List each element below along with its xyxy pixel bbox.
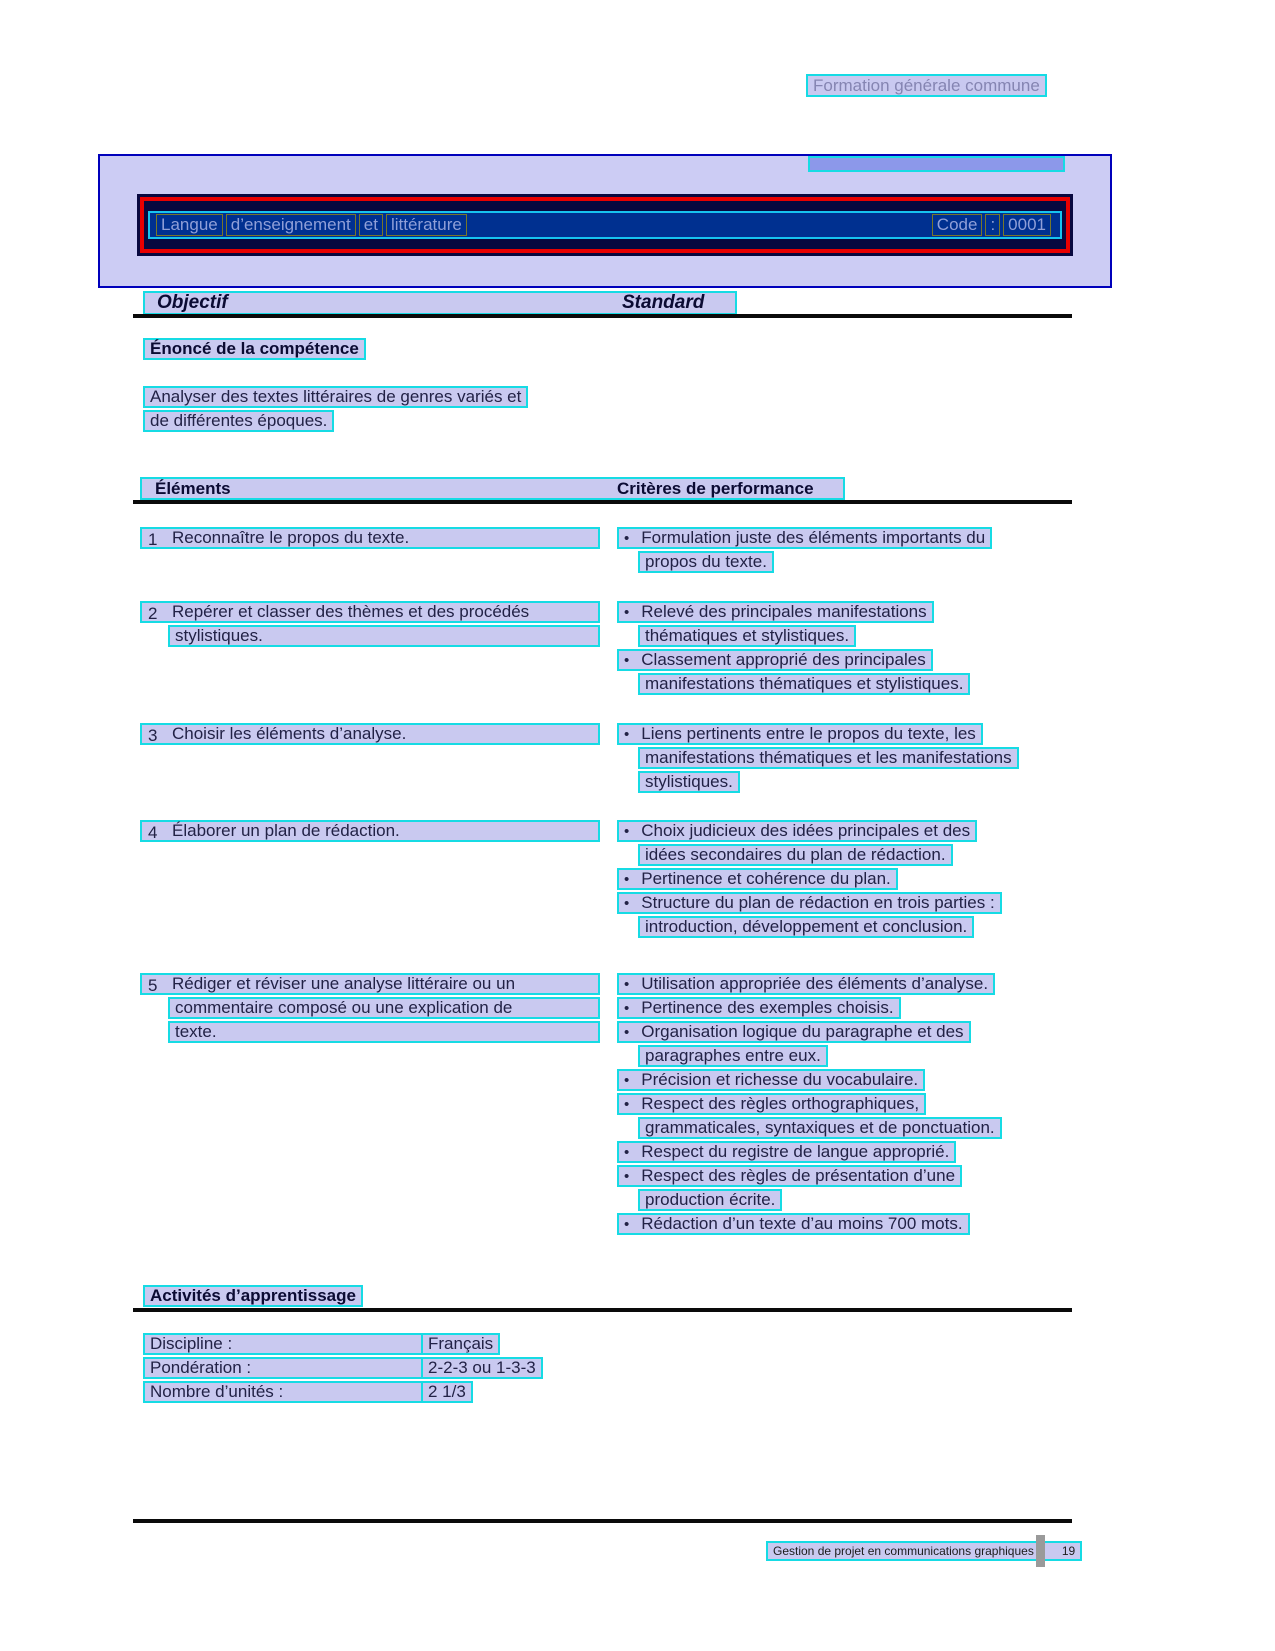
- criterion-text: Rédaction d’un texte d’au moins 700 mots.: [641, 1214, 963, 1233]
- criterion-band: [617, 997, 901, 1019]
- horizontal-rule-3: [133, 1308, 1072, 1312]
- detail-row: [143, 1381, 466, 1405]
- element-line: [133, 723, 617, 747]
- detail-value: Français: [421, 1333, 500, 1355]
- detail-value: 2 1/3: [421, 1381, 473, 1403]
- criterion-line: [617, 601, 1072, 625]
- footer-rule: [133, 1519, 1072, 1523]
- criterion-line: [617, 1189, 1072, 1213]
- element-text: Élaborer un plan de rédaction.: [172, 821, 400, 840]
- element-band: [140, 527, 600, 549]
- element-text: Choisir les éléments d’analyse.: [172, 724, 407, 743]
- enonce-line-text: de différentes époques.: [143, 410, 334, 432]
- criterion-text: Formulation juste des éléments importants du: [641, 528, 986, 547]
- criterion-line: [617, 1093, 1072, 1117]
- course-banner-frame: [140, 197, 1070, 253]
- course-header-box: [98, 154, 1112, 288]
- criterion-band: [617, 1069, 925, 1091]
- enonce-paragraph: [143, 386, 528, 434]
- criterion-line: [617, 551, 1072, 575]
- criterion-text: idées secondaires du plan de rédaction.: [638, 844, 953, 866]
- course-code-word: :: [985, 214, 1000, 236]
- horizontal-rule-2: [133, 500, 1072, 504]
- criterion-band: [617, 601, 934, 623]
- element-cell: [133, 973, 617, 1237]
- element-cell: [133, 527, 617, 575]
- criterion-band: [617, 1141, 956, 1163]
- criterion-band: [617, 1093, 926, 1115]
- element-cell: [133, 820, 617, 940]
- element-number: 1: [148, 530, 158, 549]
- bullet-icon: •: [624, 1167, 630, 1185]
- criterion-band: [617, 820, 977, 842]
- element-line: [133, 820, 617, 844]
- bullet-icon: •: [624, 894, 630, 912]
- running-head: [806, 74, 1047, 97]
- criterion-line: [617, 844, 1072, 868]
- table-row: [133, 820, 1072, 940]
- criterion-band: [617, 527, 992, 549]
- course-code-word: Code: [932, 214, 983, 236]
- element-band: [140, 973, 600, 995]
- bullet-icon: •: [624, 870, 630, 888]
- criterion-line: [617, 820, 1072, 844]
- criterion-text: propos du texte.: [638, 551, 774, 573]
- table-row: [133, 601, 1072, 697]
- activites-heading: Activités d’apprentissage: [143, 1285, 363, 1307]
- bullet-icon: •: [624, 1095, 630, 1113]
- course-title: [156, 214, 470, 236]
- criterion-text: Organisation logique du paragraphe et des: [641, 1022, 964, 1041]
- criterion-line: [617, 868, 1072, 892]
- running-head-label: Formation générale commune: [806, 74, 1047, 97]
- criterion-text: Structure du plan de rédaction en trois parties :: [641, 893, 995, 912]
- criterion-line: [617, 625, 1072, 649]
- header-box-corner-highlight: [808, 156, 1065, 172]
- detail-row: [143, 1357, 536, 1381]
- element-text: commentaire composé ou une explication de: [168, 997, 600, 1019]
- element-line: [133, 997, 617, 1021]
- bullet-icon: •: [624, 725, 630, 743]
- criterion-text: Respect du registre de langue approprié.: [641, 1142, 950, 1161]
- criterion-text: grammaticales, syntaxiques et de ponctuation.: [638, 1117, 1002, 1139]
- bullet-icon: •: [624, 1071, 630, 1089]
- criterion-band: [617, 1213, 970, 1235]
- course-title-word: littérature: [386, 214, 467, 236]
- activites-heading-wrap: [143, 1285, 363, 1307]
- criterion-text: Précision et richesse du vocabulaire.: [641, 1070, 919, 1089]
- element-cell: [133, 723, 617, 795]
- element-text: stylistiques.: [168, 625, 600, 647]
- criterion-text: Respect des règles de présentation d’une: [641, 1166, 956, 1185]
- criterion-text: paragraphes entre eux.: [638, 1045, 828, 1067]
- criterion-line: [617, 1117, 1072, 1141]
- element-number: 4: [148, 823, 158, 842]
- element-text: Repérer et classer des thèmes et des procédés: [172, 602, 530, 621]
- element-number: 2: [148, 604, 158, 623]
- course-banner-strip: [148, 211, 1062, 239]
- criteria-cell: [617, 723, 1072, 795]
- criterion-band: [617, 892, 1002, 914]
- elements-header: Éléments: [155, 478, 231, 498]
- detail-label: Discipline :: [143, 1333, 424, 1355]
- bullet-icon: •: [624, 822, 630, 840]
- criteria-cell: [617, 973, 1072, 1237]
- element-line: [133, 601, 617, 625]
- table-row: [133, 723, 1072, 795]
- objectif-heading: Objectif: [157, 292, 228, 313]
- element-text: texte.: [168, 1021, 600, 1043]
- criterion-line: [617, 649, 1072, 673]
- criterion-text: manifestations thématiques et stylistiques.: [638, 673, 970, 695]
- criterion-line: [617, 1213, 1072, 1237]
- criterion-text: thématiques et stylistiques.: [638, 625, 856, 647]
- element-band: [140, 723, 600, 745]
- criterion-line: [617, 1141, 1072, 1165]
- horizontal-rule-1: [133, 314, 1072, 318]
- criterion-line: [617, 1021, 1072, 1045]
- criterion-text: Pertinence et cohérence du plan.: [641, 869, 891, 888]
- criterion-line: [617, 527, 1072, 551]
- bullet-icon: •: [624, 1023, 630, 1041]
- criterion-band: [617, 868, 898, 890]
- element-line: [133, 973, 617, 997]
- bullet-icon: •: [624, 529, 630, 547]
- bullet-icon: •: [624, 1143, 630, 1161]
- enonce-heading: Énoncé de la compétence: [143, 338, 366, 360]
- table-row: [133, 527, 1072, 575]
- course-banner: [137, 194, 1073, 256]
- element-cell: [133, 601, 617, 697]
- bullet-icon: •: [624, 603, 630, 621]
- criterion-band: [617, 1021, 971, 1043]
- criterion-line: [617, 673, 1072, 697]
- criterion-line: [617, 997, 1072, 1021]
- elements-table: [133, 527, 1072, 1263]
- criterion-line: [617, 723, 1072, 747]
- table-header-band: [140, 477, 845, 500]
- footer: [766, 1541, 1082, 1561]
- criterion-line: [617, 892, 1072, 916]
- objectif-standard-band: [143, 291, 737, 315]
- element-band: [140, 820, 600, 842]
- criterion-text: Choix judicieux des idées principales et des: [641, 821, 971, 840]
- bullet-icon: •: [624, 975, 630, 993]
- criteres-header: Critères de performance: [617, 478, 814, 498]
- criterion-line: [617, 1045, 1072, 1069]
- criterion-text: introduction, développement et conclusion.: [638, 916, 974, 938]
- criterion-band: [617, 649, 933, 671]
- criterion-text: Liens pertinents entre le propos du texte, les: [641, 724, 976, 743]
- criterion-band: [617, 973, 995, 995]
- criterion-line: [617, 771, 1072, 795]
- course-title-word: et: [359, 214, 383, 236]
- criterion-band: [617, 723, 983, 745]
- detail-label: Pondération :: [143, 1357, 424, 1379]
- element-number: 5: [148, 976, 158, 995]
- footer-page-number: 19: [1061, 1544, 1076, 1558]
- criteria-cell: [617, 820, 1072, 940]
- criteria-cell: [617, 527, 1072, 575]
- criterion-text: manifestations thématiques et les manifestations: [638, 747, 1019, 769]
- criterion-text: Classement approprié des principales: [641, 650, 926, 669]
- course-title-word: d’enseignement: [226, 214, 356, 236]
- detail-label: Nombre d’unités :: [143, 1381, 424, 1403]
- bullet-icon: •: [624, 1215, 630, 1233]
- element-line: [133, 1021, 617, 1045]
- activites-details: [143, 1333, 536, 1405]
- element-text: Rédiger et réviser une analyse littéraire ou un: [172, 974, 516, 993]
- enonce-line: [143, 410, 528, 434]
- table-row: [133, 973, 1072, 1237]
- criterion-line: [617, 747, 1072, 771]
- criterion-text: stylistiques.: [638, 771, 740, 793]
- enonce-heading-wrap: [143, 338, 366, 360]
- element-number: 3: [148, 726, 158, 745]
- criterion-text: Utilisation appropriée des éléments d’analyse.: [641, 974, 989, 993]
- bullet-icon: •: [624, 999, 630, 1017]
- element-line: [133, 625, 617, 649]
- criterion-line: [617, 1165, 1072, 1189]
- criterion-line: [617, 916, 1072, 940]
- bullet-icon: •: [624, 651, 630, 669]
- criteria-cell: [617, 601, 1072, 697]
- element-text: Reconnaître le propos du texte.: [172, 528, 410, 547]
- criterion-line: [617, 973, 1072, 997]
- course-code-word: 0001: [1003, 214, 1051, 236]
- footer-separator-bar: [1036, 1535, 1045, 1567]
- detail-row: [143, 1333, 494, 1357]
- course-title-word: Langue: [156, 214, 223, 236]
- element-band: [140, 601, 600, 623]
- criterion-line: [617, 1069, 1072, 1093]
- course-code: [932, 214, 1054, 236]
- enonce-line-text: Analyser des textes littéraires de genres variés et: [143, 386, 528, 408]
- criterion-text: Respect des règles orthographiques,: [641, 1094, 920, 1113]
- criterion-text: production écrite.: [638, 1189, 782, 1211]
- standard-heading: Standard: [622, 292, 705, 313]
- criterion-text: Pertinence des exemples choisis.: [641, 998, 894, 1017]
- enonce-line: [143, 386, 528, 410]
- criterion-band: [617, 1165, 962, 1187]
- detail-value: 2-2-3 ou 1-3-3: [421, 1357, 543, 1379]
- footer-title: Gestion de projet en communications graphiques: [773, 1544, 1034, 1558]
- criterion-text: Relevé des principales manifestations: [641, 602, 927, 621]
- element-line: [133, 527, 617, 551]
